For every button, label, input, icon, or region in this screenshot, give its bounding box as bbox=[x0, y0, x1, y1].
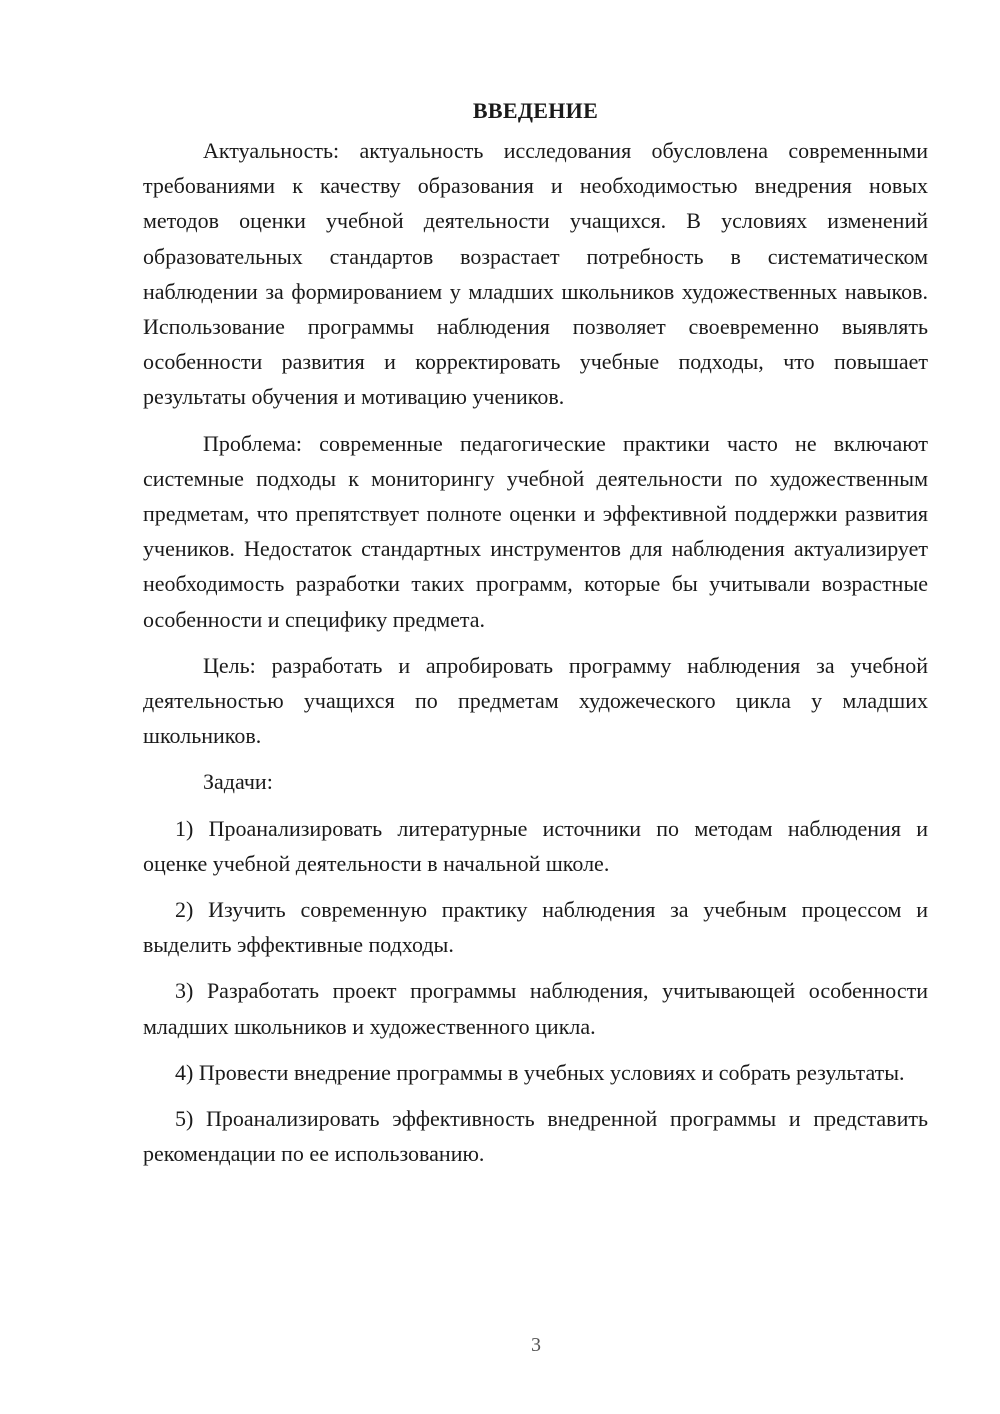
document-page bbox=[143, 96, 928, 1182]
problem-paragraph: Проблема: современные педагогические практики часто не включают системные подходы к мониторингу учебной деятельности по художественным предметам, что препятствует полноте оценки и эффективной поддержки развития учеников. Недостаток стандартных инструментов для наблюдения актуализирует необходимость разработки таких программ, которые бы учитывали возрастные особенности и специфику предмета. bbox=[143, 430, 928, 632]
page-number: 3 bbox=[531, 1334, 541, 1356]
task-item-2: 2) Изучить современную практику наблюдения за учебным процессом и выделить эффективные подходы. bbox=[143, 897, 928, 958]
tasks-heading: Задачи: bbox=[203, 769, 273, 795]
relevance-paragraph: Актуальность: актуальность исследования обусловлена современными требованиями к качеству образования и необходимостью внедрения новых методов оценки учебной деятельности учащихся. В условиях изменений образовательных стандартов возрастает потребность в систематическом наблюдении за формированием у младших школьников художественных навыков. Использование программы наблюдения позволяет своевременно выявлять особенности развития и корректировать учебные подходы, что повышает результаты обучения и мотивацию учеников. bbox=[143, 138, 928, 410]
task-item-5: 5) Проанализировать эффективность внедренной программы и представить рекомендации по ее использованию. bbox=[143, 1106, 928, 1167]
task-item-4: 4) Провести внедрение программы в учебных условиях и собрать результаты. bbox=[175, 1059, 905, 1085]
task-item-1: 1) Проанализировать литературные источники по методам наблюдения и оценке учебной деятельности в начальной школе. bbox=[143, 815, 928, 876]
task-item-3: 3) Разработать проект программы наблюдения, учитывающей особенности младших школьников и художественного цикла. bbox=[143, 978, 928, 1039]
goal-paragraph: Цель: разработать и апробировать программу наблюдения за учебной деятельностью учащихся по предметам художеческого цикла у младших школьников. bbox=[143, 652, 928, 749]
page-title: ВВЕДЕНИЕ bbox=[472, 98, 599, 123]
